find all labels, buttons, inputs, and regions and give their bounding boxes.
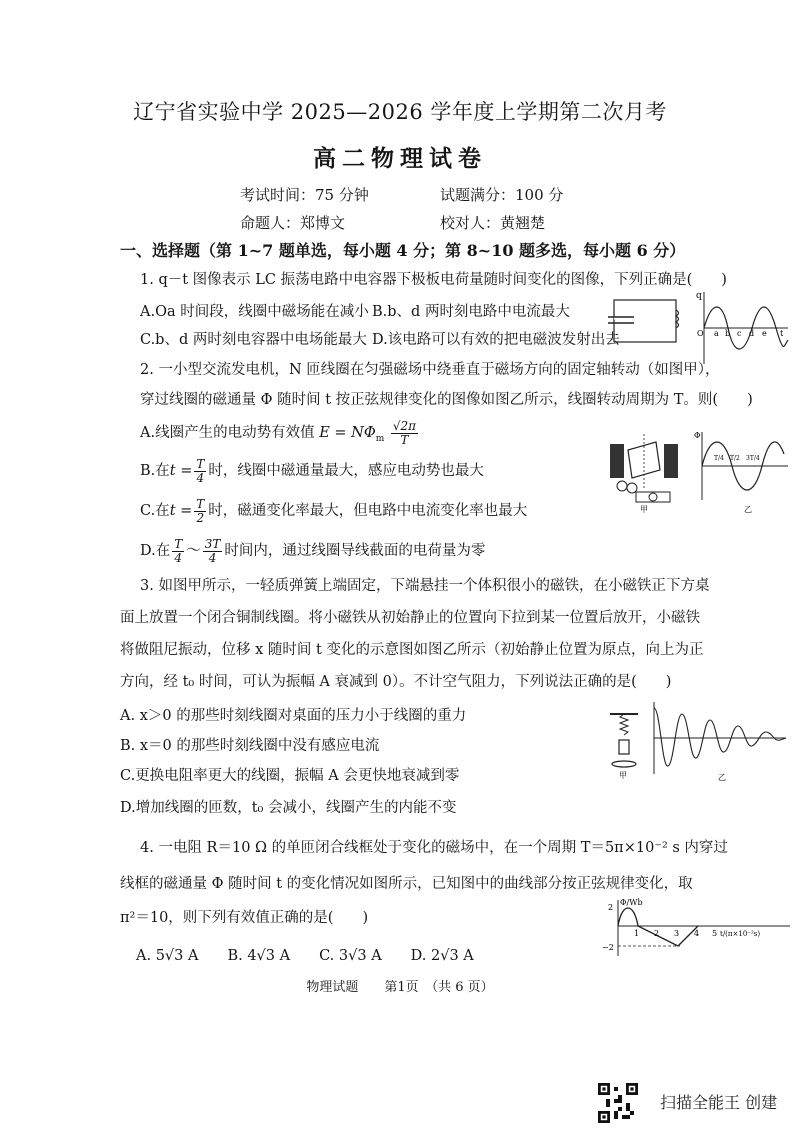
q2-graph-phi: Φ (694, 431, 701, 440)
q4-graph-x-label: t/(π×10⁻²s) (720, 930, 761, 938)
full-score: 试题满分：100 分 (440, 186, 564, 204)
q1-option-c: C.b、d 两时刻电容器中电场能最大 (140, 332, 367, 348)
q4-stem-line1: 4. 一电阻 R＝10 Ω 的单匝闭合线框处于变化的磁场中，在一个周期 T＝5π×10⁻² s 内穿过 (140, 840, 728, 856)
page-title: 辽宁省实验中学 2025—2026 学年度上学期第二次月考 (133, 100, 667, 124)
exam-time: 考试时间：75 分钟 (240, 186, 369, 204)
q4-options: A. 5√3 A B. 4√3 A C. 3√3 A D. 2√3 A (136, 948, 474, 964)
q2-c-num: T (196, 497, 205, 511)
scanner-watermark: 扫描全能王 创建 (660, 1093, 778, 1112)
proofreader: 校对人：黄翘楚 (440, 214, 546, 232)
q2-option-a (140, 420, 420, 446)
q2-d-fraction2 (203, 538, 223, 564)
q2-option-b (140, 458, 484, 484)
q4-graph-tick-3: 3 (674, 929, 680, 938)
q2-graph-3t4: 3T/4 (746, 455, 760, 462)
q3-option-a: A. x＞0 的那些时刻线圈对桌面的压力小于线圈的重力 (120, 708, 467, 724)
q2-b-t: t = (169, 463, 193, 480)
q4-graph-tick-5: 5 (712, 929, 718, 938)
page-subtitle: 高二物理试卷 (313, 145, 487, 172)
q1-option-b: B.b、d 两时刻电路中电流最大 (372, 304, 570, 320)
q1-graph-point-e: e (762, 329, 767, 338)
q2-fig-yi-label: 乙 (744, 505, 752, 514)
q1-option-d: D.该电路可以有效的把电磁波发射出去 (372, 332, 620, 348)
q2-a-num: √2π (392, 419, 417, 433)
q2-option-c (140, 498, 527, 524)
q3-damped-oscillation-graph (648, 700, 788, 782)
q4-graph-tick-4: 4 (694, 929, 700, 938)
q2-d-pre: D.在 (140, 543, 171, 560)
q2-d-post: 时间内，通过线圈导线截面的电荷量为零 (224, 543, 486, 560)
q2-phi-t-graph (694, 430, 790, 514)
q4-graph-y-2: 2 (608, 903, 614, 912)
q2-b-pre: B.在 (140, 463, 170, 480)
q2-option-a-sub: m (375, 433, 385, 444)
q4-graph-y-label: Φ/Wb (620, 898, 643, 907)
q2-d-tilde: ～ (186, 543, 201, 560)
q1-graph-point-d: d (749, 329, 755, 338)
q1-lc-circuit-figure (604, 292, 684, 352)
q4-graph-tick-1: 1 (634, 929, 640, 938)
q1-graph-point-o: O (697, 329, 704, 338)
q2-graph-t2: T/2 (730, 455, 740, 462)
q2-generator-figure (606, 430, 686, 514)
q2-d-den1: 4 (174, 550, 183, 565)
q2-option-d (140, 538, 485, 564)
q2-c-t: t = (169, 503, 193, 520)
q1-option-a: A.Oa 时间段，线圈中磁场能在减小 (140, 304, 369, 320)
q2-c-den: 2 (196, 510, 205, 525)
q4-graph-tick-2: 2 (654, 929, 660, 938)
q2-fig-jia-label: 甲 (640, 505, 648, 514)
q3-stem-line1: 3. 如图甲所示，一轻质弹簧上端固定，下端悬挂一个体积很小的磁铁，在小磁铁正下方桌 (140, 578, 710, 594)
q4-stem-line2: 线框的磁通量 Φ 随时间 t 的变化情况如图所示，已知图中的曲线部分按正弦规律变化，取 (120, 876, 693, 892)
q2-b-num: T (196, 457, 205, 471)
q3-option-d: D.增加线圈的匝数，t₀ 会减小，线圈产生的内能不变 (120, 800, 457, 816)
q1-graph-point-a: a (714, 329, 719, 338)
q4-flux-time-graph (600, 896, 792, 960)
q4-stem-line3: π²＝10，则下列有效值正确的是( ) (120, 910, 369, 926)
q2-a-den: T (400, 432, 409, 447)
q2-c-post: 时，磁通变化率最大，但电路中电流变化率也最大 (208, 503, 528, 520)
q1-graph-q-label: q (696, 291, 702, 301)
q1-graph-point-c: c (737, 329, 742, 338)
q2-b-post: 时，线圈中磁通量最大，感应电动势也最大 (208, 463, 484, 480)
q2-b-den: 4 (196, 470, 205, 485)
author: 命题人：郑博文 (240, 214, 346, 232)
q1-stem: 1. q－t 图像表示 LC 振荡电路中电容器下极板电荷量随时间变化的图像，下列正确是( ) (140, 272, 727, 288)
q4-graph-y-minus2: −2 (602, 943, 614, 952)
q2-d-den2: 4 (208, 550, 217, 565)
qr-code-icon (598, 1083, 638, 1123)
q2-graph-t4: T/4 (714, 455, 724, 462)
q2-d-fraction1 (172, 538, 184, 564)
q2-option-a-formula: E = NΦ (319, 425, 376, 442)
q3-stem-line4: 方向，经 t₀ 时间，可认为振幅 A 衰减到 0）。不计空气阻力，下列说法正确的是( ) (120, 674, 672, 690)
q2-c-pre: C.在 (140, 503, 170, 520)
q2-stem-line1: 2. 一小型交流发电机，N 匝线圈在匀强磁场中绕垂直于磁场方向的固定轴转动（如图甲）， (140, 362, 720, 378)
q2-b-fraction (194, 458, 206, 484)
q2-option-a-fraction (391, 420, 418, 446)
q3-spring-magnet-figure (604, 708, 644, 780)
page-footer: 物理试题 第1页 （共 6 页） (306, 980, 494, 995)
q3-option-b: B. x＝0 的那些时刻线圈中没有感应电流 (120, 738, 380, 754)
q2-option-a-text: A.线圈产生的电动势有效值 (140, 425, 315, 442)
q1-graph-point-b: b (725, 329, 731, 338)
q3-fig-yi-label: 乙 (718, 773, 726, 782)
q3-stem-line2: 面上放置一个闭合铜制线圈。将小磁铁从初始静止的位置向下拉到某一位置后放开，小磁铁 (120, 610, 700, 626)
q2-c-fraction (194, 498, 206, 524)
q3-option-c: C.更换电阻率更大的线圈，振幅 A 会更快地衰减到零 (120, 768, 460, 784)
q1-graph-point-t: t (780, 329, 784, 338)
q2-d-num2: 3T (204, 537, 221, 551)
q3-stem-line3: 将做阻尼振动，位移 x 随时间 t 变化的示意图如图乙所示（初始静止位置为原点，向上为正 (120, 642, 704, 658)
q2-d-num1: T (174, 537, 183, 551)
section-heading: 一、选择题（第 1~7 题单选，每小题 4 分；第 8~10 题多选，每小题 6 分） (120, 241, 686, 260)
q3-fig-jia-label: 甲 (619, 771, 627, 780)
q2-stem-line2: 穿过线圈的磁通量 Φ 随时间 t 按正弦规律变化的图像如图乙所示，线圈转动周期为 T。则( ) (140, 392, 753, 408)
